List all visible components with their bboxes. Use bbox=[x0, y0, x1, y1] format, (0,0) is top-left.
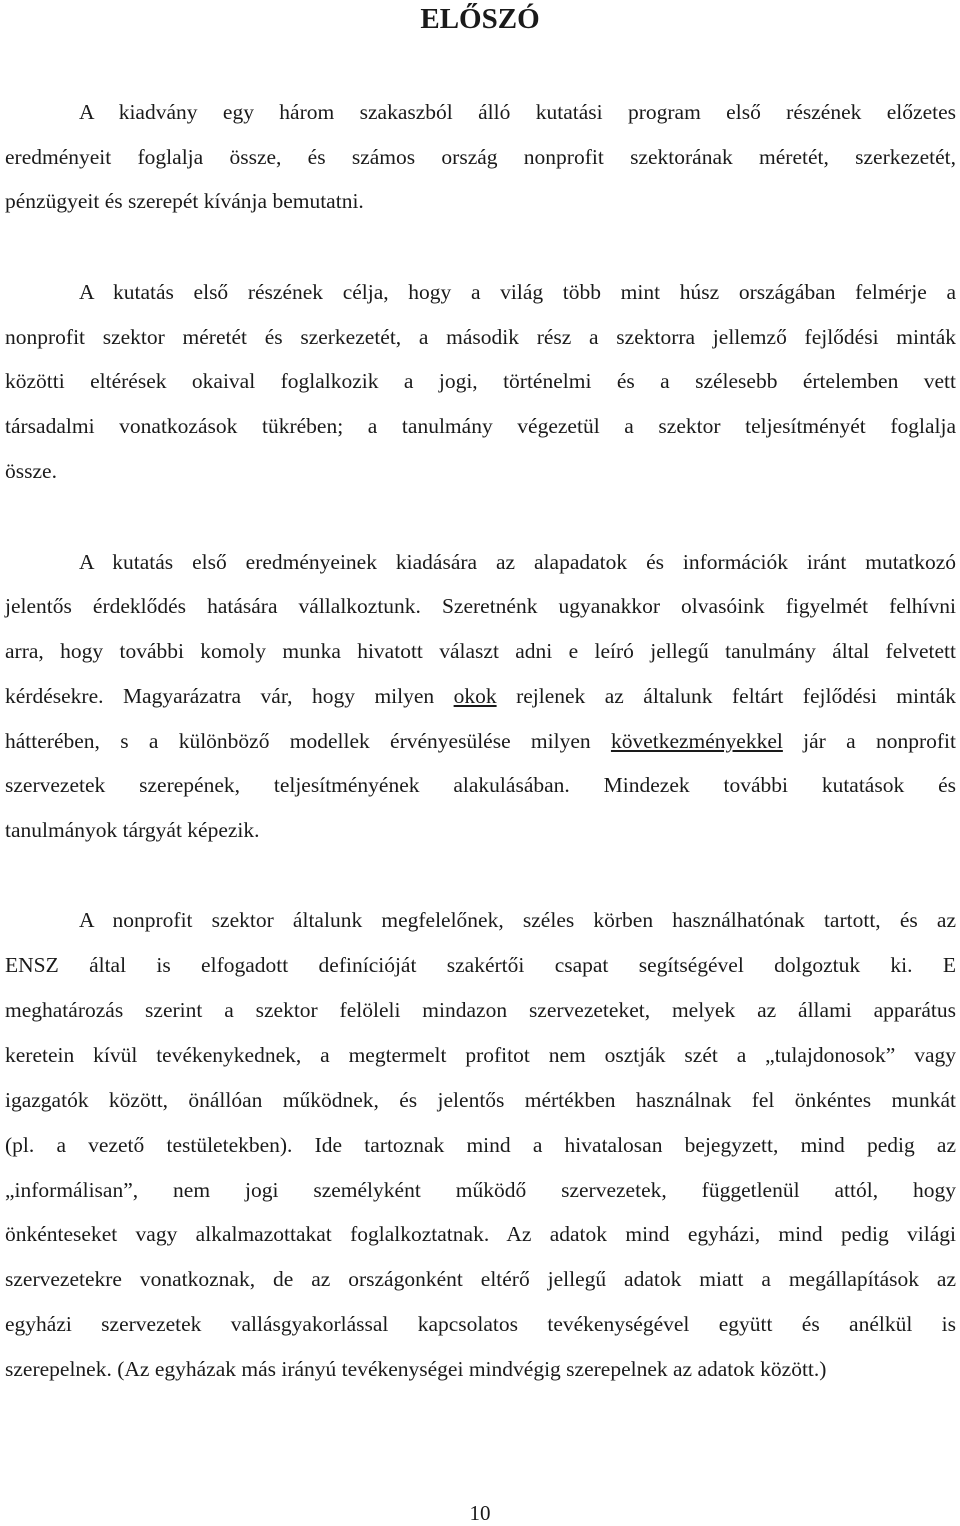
paragraph-3-line-6: szervezetek szerepének, teljesítményének alakulásában. Mindezek további kutatások és bbox=[5, 773, 956, 797]
paragraph-3-line-3: arra, hogy további komoly munka hivatott választ adni e leíró jellegű tanulmány által felvetett bbox=[5, 639, 956, 663]
paragraph-3-line-7: tanulmányok tárgyát képezik. bbox=[5, 818, 260, 842]
paragraph-4-line-5: igazgatók között, önállóan működnek, és jelentős mértékben használnak fel önkéntes munkát bbox=[5, 1088, 956, 1112]
line-text: hátterében, s a különböző modellek érvényesülése milyen bbox=[5, 729, 611, 753]
line-text: kérdésekre. Magyarázatra vár, hogy milyen bbox=[5, 684, 454, 708]
paragraph-4-line-9: szervezetekre vonatkoznak, de az országonként eltérő jellegű adatok miatt a megállapítások az bbox=[5, 1267, 956, 1291]
underlined-word: okok bbox=[453, 684, 497, 708]
paragraph-4-line-3: meghatározás szerint a szektor felöleli mindazon szervezeteket, melyek az állami apparátus bbox=[5, 998, 956, 1022]
paragraph-4-line-2: ENSZ által is elfogadott definícióját szakértői csapat segítségével dolgoztuk ki. E bbox=[5, 953, 956, 977]
paragraph-4-line-8: önkénteseket vagy alkalmazottakat foglalkoztatnak. Az adatok mind egyházi, mind pedig világi bbox=[5, 1222, 956, 1246]
paragraph-4-line-1: A nonprofit szektor általunk megfelelőnek, széles körben használhatónak tartott, és az bbox=[79, 908, 956, 932]
line-text: jár a nonprofit bbox=[782, 729, 956, 753]
paragraph-3-line-1: A kutatás első eredményeinek kiadására az alapadatok és információk iránt mutatkozó bbox=[79, 550, 956, 574]
line-text: rejlenek az általunk feltárt fejlődési minták bbox=[496, 684, 956, 708]
paragraph-4-line-7: „informálisan”, nem jogi személyként működő szervezetek, függetlenül attól, hogy bbox=[5, 1178, 956, 1202]
paragraph-1-line-2: eredményeit foglalja össze, és számos ország nonprofit szektorának méretét, szerkezetét, bbox=[5, 145, 956, 169]
paragraph-3-line-5 bbox=[5, 726, 956, 756]
paragraph-2-line-2: nonprofit szektor méretét és szerkezetét, a második rész a szektorra jellemző fejlődési minták bbox=[5, 325, 956, 349]
paragraph-1-line-3: pénzügyeit és szerepét kívánja bemutatni. bbox=[5, 189, 364, 213]
paragraph-4-line-10: egyházi szervezetek vallásgyakorlással kapcsolatos tevékenységével együtt és anélkül is bbox=[5, 1312, 956, 1336]
page-title: ELŐSZÓ bbox=[420, 3, 540, 35]
paragraph-1-line-1: A kiadvány egy három szakaszból álló kutatási program első részének előzetes bbox=[79, 100, 956, 124]
paragraph-4-line-11: szerepelnek. (Az egyházak más irányú tevékenységei mindvégig szerepelnek az adatok között.) bbox=[5, 1357, 827, 1381]
paragraph-4-line-4: keretein kívül tevékenykednek, a megtermelt profitot nem osztják szét a „tulajdonosok” vagy bbox=[5, 1043, 956, 1067]
paragraph-2-line-3: közötti eltérések okaival foglalkozik a jogi, történelmi és a szélesebb értelemben vett bbox=[5, 369, 956, 393]
page-number: 10 bbox=[469, 1501, 491, 1525]
underlined-word: következményekkel bbox=[610, 729, 783, 753]
paragraph-2-line-5: össze. bbox=[5, 459, 57, 483]
paragraph-4-line-6: (pl. a vezető testületekben). Ide tartoznak mind a hivatalosan bejegyzett, mind pedig az bbox=[5, 1133, 956, 1157]
paragraph-2-line-1: A kutatás első részének célja, hogy a világ több mint húsz országában felmérje a bbox=[79, 280, 956, 304]
paragraph-2-line-4: társadalmi vonatkozások tükrében; a tanulmány végezetül a szektor teljesítményét foglalja bbox=[5, 414, 956, 438]
paragraph-3-line-4 bbox=[5, 681, 956, 711]
paragraph-3-line-2: jelentős érdeklődés hatására vállalkoztunk. Szeretnénk ugyanakkor olvasóink figyelmét felhívni bbox=[5, 594, 956, 618]
